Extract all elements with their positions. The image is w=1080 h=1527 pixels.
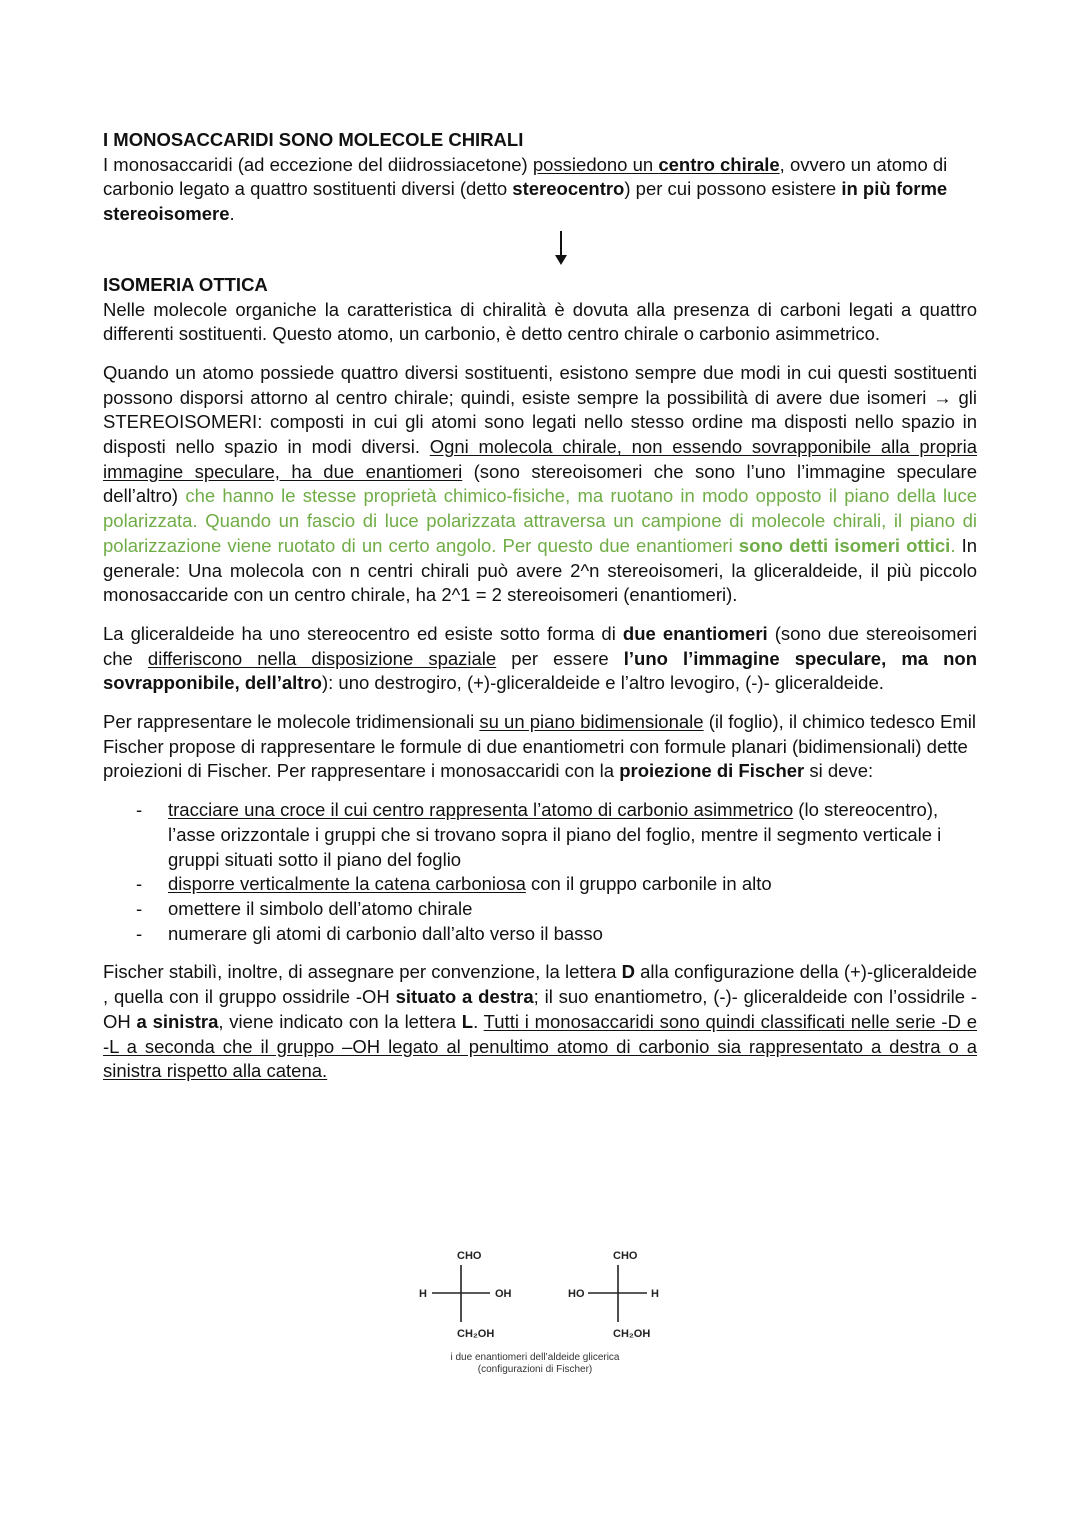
paragraph-fischer-projection: Per rappresentare le molecole tridimensionali su un piano bidimensionale (il foglio), il chimico tedesco Emil Fischer propose di rappresentare le formule di due enantiometri con formule planari (bidimensionali) dette proiezioni di Fischer. Per rappresentare i monosaccaridi con la proiezione di Fischer si deve: [103,711,977,782]
svg-text:H: H [651,1288,659,1300]
fischer-steps-list [103,798,977,946]
list-item: - omettere il simbolo dell’atomo chirale [136,897,473,919]
svg-text:CH₂OH: CH₂OH [457,1328,495,1340]
section-heading-monosaccaridi: I MONOSACCARIDI SONO MOLECOLE CHIRALI [103,129,524,150]
list-item: - numerare gli atomi di carbonio dall’alto verso il basso [136,922,603,944]
list-item: - tracciare una croce il cui centro rappresenta l’atomo di carbonio asimmetrico (lo stereocentro), l’asse orizzontale i gruppi che si trovano sopra il piano del foglio, mentre il segmento verticale i gruppi situati sotto il piano del foglio [136,799,942,870]
section-heading-isomeria-ottica: ISOMERIA OTTICA [103,273,268,295]
paragraph-chirality-intro: I monosaccaridi (ad eccezione del diidrossiacetone) possiedono un centro chirale, ovvero un atomo di carbonio legato a quattro sostituenti diversi (detto stereocentro) per cui possono esistere in più forme stereoisomere. [103,153,948,225]
paragraph-chirality-definition: Nelle molecole organiche la caratteristica di chiralità è dovuta alla presenza di carboni legati a quattro differenti sostituenti. Questo atomo, un carbonio, è detto centro chirale o carbonio asimmetrico. [103,298,977,345]
figure-caption: i due enantiomeri dell’aldeide glicerica (configurazioni di Fischer) [450,1352,620,1375]
svg-text:H: H [419,1288,427,1300]
paragraph-gliceraldeide: La gliceraldeide ha uno stereocentro ed esiste sotto forma di due enantiomeri (sono due stereoisomeri che differiscono nella disposizione spaziale per essere l’uno l’immagine speculare, ma non sovrapponibile, dell’altro): uno destrogiro, (+)-gliceraldeide e l’altro levogiro, (-)- gliceraldeide. [103,622,978,694]
paragraph-stereoisomers: Quando un atomo possiede quattro diversi sostituenti, esistono sempre due modi in cui questi sostituenti possono disporsi attorno al centro chirale; quindi, esiste sempre la possibilità di avere due isomeri → gli STEREOISOMERI: composti in cui gli atomi sono legati nello stesso ordine ma disposti nello spazio in disposti nello spazio in modi diversi. Ogni molecola chirale, non essendo sovrapponibile alla propria immagine speculare, ha due enantiomeri (sono stereoisomeri che sono l’uno l’immagine speculare dell’altro) che hanno le stesse proprietà chimico-fisiche, ma ruotano in modo opposto il piano della luce polarizzata. Quando un fascio di luce polarizzata attraversa un campione di molecole chirali, il piano di polarizzazione viene ruotato di un certo angolo. Per questo due enantiomeri sono detti isomeri ottici. In generale: Una molecola con n centri chirali può avere 2^n stereoisomeri, la gliceraldeide, il più piccolo monosaccaride con un centro chirale, ha 2^1 = 2 stereoisomeri (enantiomeri). [103,361,977,606]
arrow-down-icon [103,227,977,273]
left-top-label: CHO [457,1250,482,1262]
svg-text:CHO: CHO [613,1250,638,1262]
fischer-projection-figure [415,1240,675,1385]
document-page [103,128,977,1084]
svg-text:CH₂OH: CH₂OH [613,1328,651,1340]
svg-text:OH: OH [495,1288,512,1300]
svg-text:HO: HO [568,1288,585,1300]
fischer-diagrams [415,1240,675,1350]
list-item: - disporre verticalmente la catena carboniosa con il gruppo carbonile in alto [136,873,772,895]
paragraph-d-l-convention: Fischer stabilì, inoltre, di assegnare per convenzione, la lettera D alla configurazione della (+)-gliceraldeide , quella con il gruppo ossidrile -OH situato a destra; il suo enantiometro, (-)- gliceraldeide con l’ossidrile -OH a sinistra, viene indicato con la lettera L. Tutti i monosaccaridi sono quindi classificati nelle serie -D e -L a seconda che il gruppo –OH legato al penultimo atomo di carbonio sia rappresentato a destra o a sinistra rispetto alla catena. [103,961,977,1082]
